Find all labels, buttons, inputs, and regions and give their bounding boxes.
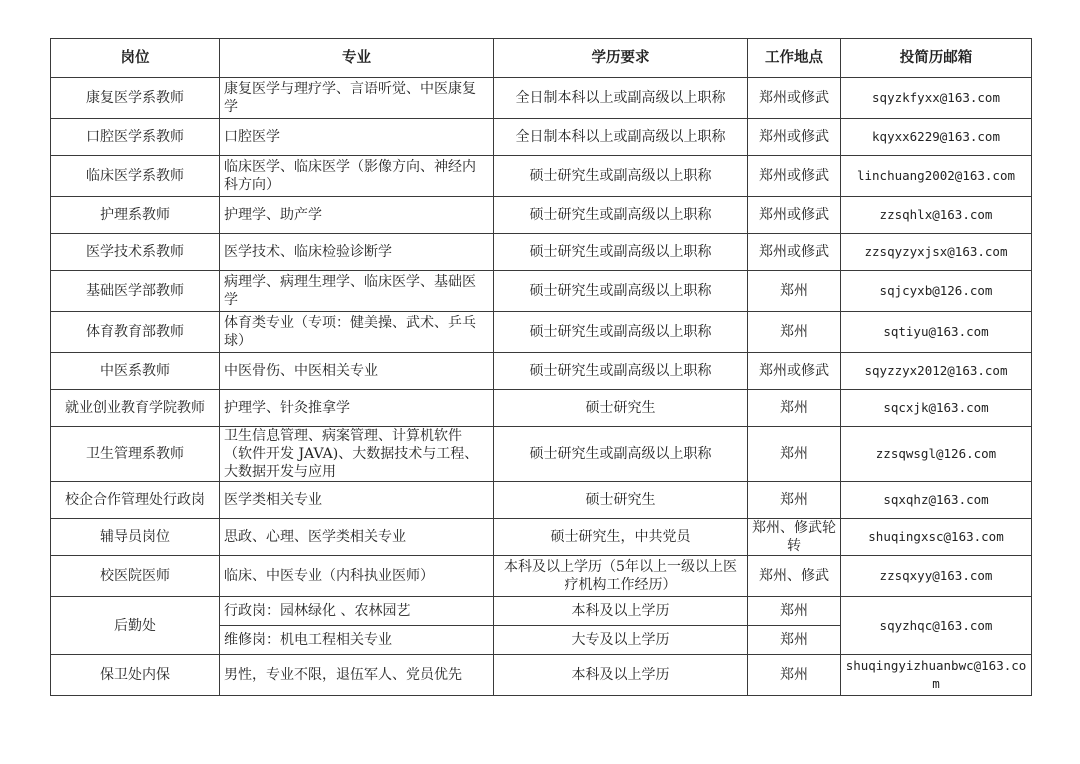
cell-education: 大专及以上学历 (494, 626, 748, 655)
cell-position: 就业创业教育学院教师 (51, 390, 220, 427)
cell-education: 硕士研究生，中共党员 (494, 519, 748, 556)
cell-email: sqyzzyx2012@163.com (841, 353, 1032, 390)
cell-major: 男性，专业不限，退伍军人、党员优先 (220, 655, 494, 696)
table-row (51, 390, 1032, 427)
cell-major: 维修岗：机电工程相关专业 (220, 626, 494, 655)
cell-email: sqcxjk@163.com (841, 390, 1032, 427)
table-row (51, 312, 1032, 353)
cell-education: 硕士研究生或副高级以上职称 (494, 156, 748, 197)
cell-position: 中医系教师 (51, 353, 220, 390)
header-position: 岗位 (51, 39, 220, 78)
cell-education: 全日制本科以上或副高级以上职称 (494, 78, 748, 119)
cell-position: 卫生管理系教师 (51, 427, 220, 482)
cell-location: 郑州、修武 (748, 556, 841, 597)
table-row (51, 353, 1032, 390)
cell-email: sqjcyxb@126.com (841, 271, 1032, 312)
cell-education: 硕士研究生或副高级以上职称 (494, 312, 748, 353)
cell-major: 行政岗：园林绿化 、农林园艺 (220, 597, 494, 626)
cell-major: 医学技术、临床检验诊断学 (220, 234, 494, 271)
cell-location: 郑州 (748, 390, 841, 427)
cell-education: 硕士研究生 (494, 482, 748, 519)
cell-position: 基础医学部教师 (51, 271, 220, 312)
cell-education: 硕士研究生或副高级以上职称 (494, 271, 748, 312)
cell-location: 郑州或修武 (748, 353, 841, 390)
cell-major: 病理学、病理生理学、临床医学、基础医学 (220, 271, 494, 312)
cell-education: 本科及以上学历 (494, 655, 748, 696)
cell-location: 郑州 (748, 312, 841, 353)
table-row (51, 556, 1032, 597)
cell-education: 硕士研究生或副高级以上职称 (494, 197, 748, 234)
table-row (51, 655, 1032, 696)
cell-location: 郑州 (748, 626, 841, 655)
cell-major: 临床、中医专业（内科执业医师） (220, 556, 494, 597)
cell-position: 辅导员岗位 (51, 519, 220, 556)
cell-major: 口腔医学 (220, 119, 494, 156)
cell-major: 中医骨伤、中医相关专业 (220, 353, 494, 390)
table-header-row (51, 39, 1032, 78)
recruitment-table (50, 38, 1032, 696)
cell-position: 康复医学系教师 (51, 78, 220, 119)
cell-location: 郑州 (748, 482, 841, 519)
cell-location: 郑州或修武 (748, 156, 841, 197)
cell-education: 本科及以上学历 (494, 597, 748, 626)
cell-location: 郑州 (748, 427, 841, 482)
cell-education: 本科及以上学历（5年以上一级以上医疗机构工作经历） (494, 556, 748, 597)
cell-position: 保卫处内保 (51, 655, 220, 696)
cell-email: sqxqhz@163.com (841, 482, 1032, 519)
cell-position: 后勤处 (51, 597, 220, 655)
cell-position: 临床医学系教师 (51, 156, 220, 197)
header-email: 投简历邮箱 (841, 39, 1032, 78)
table-row (51, 119, 1032, 156)
cell-email: sqyzkfyxx@163.com (841, 78, 1032, 119)
header-education: 学历要求 (494, 39, 748, 78)
cell-education: 硕士研究生或副高级以上职称 (494, 353, 748, 390)
table-row (51, 271, 1032, 312)
cell-email: zzsqxyy@163.com (841, 556, 1032, 597)
cell-location: 郑州、修武轮转 (748, 519, 841, 556)
table-row (51, 234, 1032, 271)
table-row (51, 156, 1032, 197)
cell-email: zzsqyzyxjsx@163.com (841, 234, 1032, 271)
cell-email: zzsqwsgl@126.com (841, 427, 1032, 482)
cell-location: 郑州 (748, 655, 841, 696)
cell-email: shuqingxsc@163.com (841, 519, 1032, 556)
cell-position: 体育教育部教师 (51, 312, 220, 353)
table-row (51, 197, 1032, 234)
cell-major: 护理学、针灸推拿学 (220, 390, 494, 427)
cell-location: 郑州 (748, 597, 841, 626)
cell-position: 口腔医学系教师 (51, 119, 220, 156)
table-row-logistics-admin (51, 597, 1032, 626)
table-row (51, 427, 1032, 482)
cell-major: 护理学、助产学 (220, 197, 494, 234)
cell-location: 郑州 (748, 271, 841, 312)
header-major: 专业 (220, 39, 494, 78)
cell-education: 硕士研究生或副高级以上职称 (494, 234, 748, 271)
cell-location: 郑州或修武 (748, 197, 841, 234)
cell-education: 硕士研究生或副高级以上职称 (494, 427, 748, 482)
cell-major: 医学类相关专业 (220, 482, 494, 519)
cell-education: 全日制本科以上或副高级以上职称 (494, 119, 748, 156)
cell-email: sqyzhqc@163.com (841, 597, 1032, 655)
header-location: 工作地点 (748, 39, 841, 78)
table-row (51, 78, 1032, 119)
cell-position: 校医院医师 (51, 556, 220, 597)
cell-location: 郑州或修武 (748, 78, 841, 119)
table-row (51, 482, 1032, 519)
cell-location: 郑州或修武 (748, 119, 841, 156)
cell-position: 医学技术系教师 (51, 234, 220, 271)
recruitment-document (50, 38, 1031, 696)
cell-major: 卫生信息管理、病案管理、计算机软件（软件开发 JAVA)、大数据技术与工程、大数据开发与应用 (220, 427, 494, 482)
table-row (51, 519, 1032, 556)
cell-email: sqtiyu@163.com (841, 312, 1032, 353)
cell-position: 护理系教师 (51, 197, 220, 234)
cell-email: zzsqhlx@163.com (841, 197, 1032, 234)
cell-position: 校企合作管理处行政岗 (51, 482, 220, 519)
cell-major: 思政、心理、医学类相关专业 (220, 519, 494, 556)
cell-email: shuqingyizhuanbwc@163.com (841, 655, 1032, 696)
cell-major: 体育类专业（专项：健美操、武术、乒乓球） (220, 312, 494, 353)
cell-major: 临床医学、临床医学（影像方向、神经内科方向） (220, 156, 494, 197)
cell-education: 硕士研究生 (494, 390, 748, 427)
cell-email: linchuang2002@163.com (841, 156, 1032, 197)
cell-major: 康复医学与理疗学、言语听觉、中医康复学 (220, 78, 494, 119)
cell-email: kqyxx6229@163.com (841, 119, 1032, 156)
cell-location: 郑州或修武 (748, 234, 841, 271)
